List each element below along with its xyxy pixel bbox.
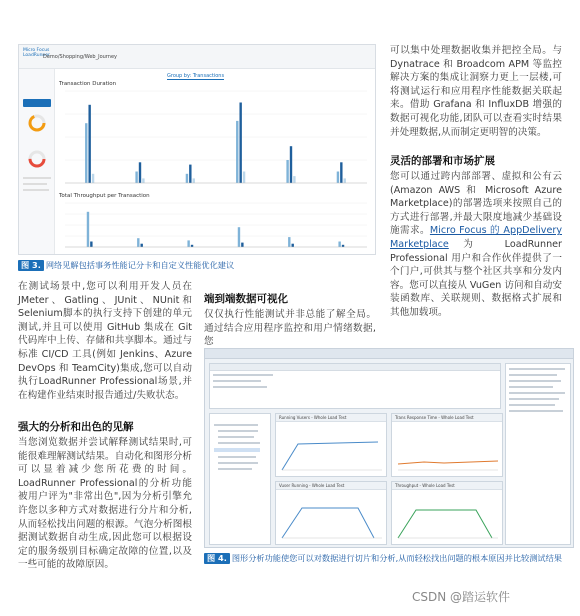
bar (342, 245, 344, 247)
bar (340, 162, 342, 183)
bar (186, 174, 188, 183)
figure-4-caption (204, 553, 576, 564)
bar (141, 244, 143, 247)
bar (193, 178, 195, 183)
bar (142, 178, 144, 183)
group-by-filter[interactable]: Group by: Transactions (167, 73, 225, 79)
chart1-title: Transaction Duration (59, 81, 117, 87)
visualization-heading: 端到端数据可视化 (204, 293, 288, 305)
summary-tab (23, 99, 51, 107)
figure-3-screenshot (18, 44, 376, 255)
bar (290, 146, 292, 183)
bar (292, 244, 294, 247)
bar (88, 105, 90, 183)
figure-3-caption-text: 网络见解包括事务性能记分卡和自定义性能优化建议 (45, 260, 235, 270)
bar (337, 172, 339, 184)
right-col-para1: 可以集中处理数据收集并把控全局。与 Dynatrace 和 Broadcom APM 等监控解决方案的集成让洞察力更上一层楼,可将测试运行和应用程序性能数据关联起来。借助 Grafana 和 InfluxDB 增强的数据可视化功能,团队可以查看实时结果并处理数据,从而制定更明智的决策。 (390, 45, 562, 138)
graph-panel-1: Running Vusers - Whole Load Test (275, 413, 387, 477)
bar (243, 172, 245, 184)
mid-col-para: 仅仅执行性能测试并非总能了解全局。通过结合应用程序监控和用户情绪数据,您 (204, 309, 376, 348)
watermark: CSDN @踏运软件 (412, 590, 511, 604)
bar (238, 227, 240, 247)
graph-panel-4: Throughput - Whole Load Test (391, 481, 503, 545)
bar (87, 212, 89, 247)
bar (189, 165, 191, 183)
marketplace-link[interactable]: Micro Focus 的 AppDelivery Marketplace (390, 225, 562, 250)
chart2-title: Total Throughput per Transaction (59, 193, 150, 199)
figure-3-number: 图 3. (18, 260, 44, 271)
bar (344, 178, 346, 183)
score-donut (27, 113, 47, 133)
left-col-para1: 在测试场景中,您可以利用开发人员在JMeter、Gatling、JUnit、NUnit和Selenium脚本的执行支持下创建的单元测试,并且可以使用 GitHub 集成在 Git 代码库中上传、存储和共享脚本。通过与标准 CI/CD 工具(例如 Jenkins、Azure DevOps 和 TeamCity)集成,您可以自动执行LoadRunner Professional场景,并在构建作业结束时报告通过/失败状态。 (18, 281, 192, 401)
bar (139, 162, 141, 183)
properties-panel (505, 363, 571, 545)
bar (288, 237, 290, 247)
figure-4-number: 图 4. (204, 553, 230, 564)
bar (85, 123, 87, 183)
bar (293, 176, 295, 183)
summary-table (209, 363, 501, 409)
graph-tree-panel (209, 413, 271, 545)
bar (241, 243, 243, 247)
transaction-duration-chart (59, 89, 371, 189)
throughput-chart (59, 201, 371, 253)
bar (236, 121, 238, 183)
score-donut-2 (27, 149, 47, 169)
app-header (19, 45, 375, 69)
bar (191, 245, 193, 247)
bar (338, 242, 340, 248)
graph-panel-3: Vuser Running - Whole Load Test (275, 481, 387, 545)
right-col-para2: 您可以通过跨内部部署、虚拟和公有云(Amazon AWS 和 Microsoft Azure Marketplace)的部署选项来按照自己的方式进行部署,并最大限度地减少基础设施需求。Micro Focus 的 AppDelivery Marketplace为 LoadRunner Professional 用户和合作伙伴提供了一个门户,可供其与整个社区共享和分发内容。您可以直接从 VuGen 访问和自动安装函数库、关联规则、数据格式扩展和其他加载项。 (390, 171, 562, 318)
graph-panel-2: Trans Response Time - Whole Load Test (391, 413, 503, 477)
bar (92, 174, 94, 183)
bar (137, 238, 139, 247)
bar (187, 240, 189, 247)
bar (286, 160, 288, 183)
left-col-para2: 当您浏览数据并尝试解释测试结果时,可能很难理解测试结果。自动化和图形分析可以显着减少您所花费的时间。LoadRunner Professional的分析功能被用户评为"非常出色",因为分析引擎允许您以多种方式对数据进行分片和分析,从而轻松找出问题的根源。气泡分析图根据测试数据自动生成,因此您可以根据设定的服务级别目标确定故障的位置,以及一些可能的故障原因。 (18, 437, 192, 571)
analysis-toolbar (205, 349, 573, 359)
deployment-heading: 灵活的部署和市场扩展 (390, 155, 495, 167)
figure-4-screenshot (204, 348, 574, 548)
summary-sidebar (19, 69, 55, 255)
run-title: Demo/Shopping/Web_Journey (43, 54, 117, 60)
figure-4-caption-text: 图形分析功能使您可以对数据进行切片和分析,从而轻松找出问题的根本原因并比较测试结果 (231, 553, 562, 563)
analysis-heading: 强大的分析和出色的见解 (18, 421, 134, 433)
bar (239, 103, 241, 184)
figure-3-caption (18, 260, 378, 271)
bar (135, 172, 137, 184)
bar (90, 242, 92, 248)
app-name: Micro Focus LoadRunner (23, 48, 50, 58)
